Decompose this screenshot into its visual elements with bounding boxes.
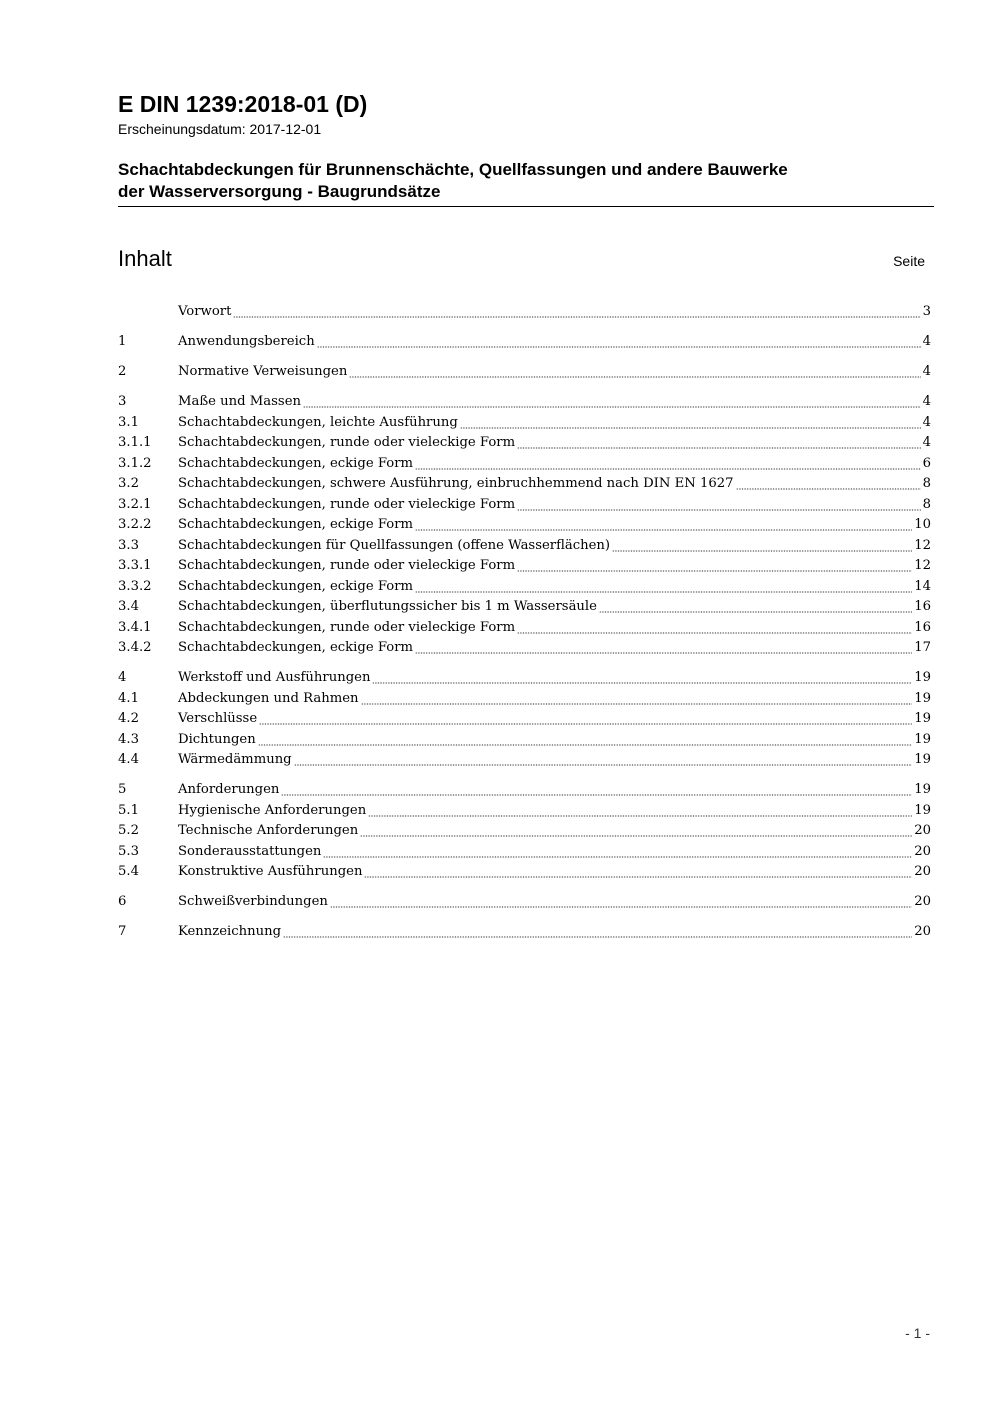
toc-entry-number: 3.2	[118, 476, 139, 491]
toc-entry-number: 5.3	[118, 843, 139, 859]
toc-entry-label: Schweißverbindungen	[178, 894, 328, 909]
toc-dot-leader	[517, 447, 921, 449]
toc-entry-page: 12	[914, 558, 931, 573]
toc-entry[interactable]	[118, 801, 931, 822]
toc-entry[interactable]	[118, 332, 931, 353]
toc-entry-page: 19	[914, 670, 931, 685]
toc-entry-page: 4	[922, 435, 931, 450]
toc-entry-label: Dichtungen	[178, 731, 256, 747]
toc-entry-page: 16	[914, 619, 931, 635]
toc-dot-leader	[517, 570, 912, 572]
toc-entry-label: Normative Verweisungen	[178, 364, 348, 379]
toc-dot-leader	[415, 591, 912, 593]
toc-entry-number: 3.3.2	[118, 578, 152, 594]
toc-entry[interactable]	[118, 515, 931, 536]
toc-entry[interactable]	[118, 433, 931, 454]
toc-entry-number: 3.1.2	[118, 455, 152, 471]
toc-entry[interactable]	[118, 730, 931, 751]
toc-entry[interactable]	[118, 597, 931, 618]
toc-entry-label: Vorwort	[178, 304, 232, 319]
toc-entry-label: Kennzeichnung	[178, 924, 282, 939]
toc-entry[interactable]	[118, 454, 931, 475]
toc-entry[interactable]	[118, 862, 931, 883]
toc-entry-page: 19	[914, 802, 931, 818]
toc-entry-number: 3	[118, 394, 127, 409]
toc-entry-number: 4.2	[118, 711, 139, 726]
toc-entry-page: 4	[922, 364, 931, 379]
toc-entry[interactable]	[118, 536, 931, 557]
toc-entry-page: 19	[914, 711, 931, 726]
toc-entry-page: 19	[914, 752, 931, 767]
toc-dot-leader	[612, 550, 912, 552]
document-title-line-2: der Wasserversorgung - Baugrundsätze	[118, 182, 441, 201]
toc-entry-label: Schachtabdeckungen, eckige Form	[178, 640, 414, 655]
toc-entry-page: 4	[922, 414, 931, 430]
toc-dot-leader	[517, 632, 912, 634]
toc-entry-page: 14	[914, 578, 931, 594]
toc-dot-leader	[317, 346, 921, 348]
toc-entry-label: Technische Anforderungen	[178, 823, 359, 838]
toc-entry-number: 3.4	[118, 599, 139, 614]
toc-entry-number: 3.2.2	[118, 517, 152, 532]
toc-dot-leader	[460, 427, 921, 429]
toc-entry-label: Schachtabdeckungen, eckige Form	[178, 578, 414, 594]
title-divider	[118, 206, 934, 207]
toc-dot-leader	[233, 316, 920, 318]
toc-dot-leader	[258, 744, 913, 746]
toc-entry-label: Schachtabdeckungen, eckige Form	[178, 455, 414, 471]
toc-entry-number: 7	[118, 924, 127, 939]
document-id: E DIN 1239:2018-01 (D)	[118, 91, 368, 117]
toc-dot-leader	[736, 488, 921, 490]
toc-dot-leader	[361, 703, 913, 705]
toc-entry-number: 2	[118, 364, 127, 379]
document-title	[118, 159, 918, 203]
toc-dot-leader	[303, 406, 921, 408]
toc-entry-page: 20	[914, 894, 931, 909]
toc-entry-label: Schachtabdeckungen, überflutungssicher bis 1 m Wassersäule	[178, 599, 597, 614]
toc-dot-leader	[368, 815, 912, 817]
toc-entry[interactable]	[118, 474, 931, 495]
toc-entry-page: 3	[922, 304, 931, 319]
toc-entry-label: Verschlüsse	[178, 711, 258, 726]
toc-entry-label: Werkstoff und Ausführungen	[178, 670, 371, 685]
toc-entry-page: 4	[922, 334, 931, 349]
toc-entry[interactable]	[118, 577, 931, 598]
toc-entry[interactable]	[118, 413, 931, 434]
toc-dot-leader	[599, 611, 912, 613]
toc-entry-label: Schachtabdeckungen, eckige Form	[178, 517, 414, 532]
toc-entry-label: Anforderungen	[178, 782, 280, 797]
toc-dot-leader	[330, 906, 912, 908]
toc-entry-number: 4	[118, 670, 127, 685]
toc-entry-page: 20	[914, 864, 931, 879]
toc-entry[interactable]	[118, 495, 931, 516]
toc-entry-label: Schachtabdeckungen, schwere Ausführung, einbruchhemmend nach DIN EN 1627	[178, 476, 734, 491]
toc-entry-number: 3.3.1	[118, 558, 152, 573]
toc-entry-label: Schachtabdeckungen, runde oder vieleckige Form	[178, 619, 516, 635]
toc-entry-label: Hygienische Anforderungen	[178, 802, 367, 818]
toc-entry[interactable]	[118, 302, 931, 323]
toc-entry-page: 10	[914, 517, 931, 532]
toc-entry-page: 20	[914, 823, 931, 838]
toc-entry[interactable]	[118, 362, 931, 383]
toc-dot-leader	[259, 723, 912, 725]
toc-entry[interactable]	[118, 821, 931, 842]
toc-page-column-heading: Seite	[893, 253, 925, 269]
toc-entry-number: 4.1	[118, 690, 139, 706]
toc-entry-number: 3.4.1	[118, 619, 152, 635]
toc-entry-page: 19	[914, 690, 931, 706]
toc-entry[interactable]	[118, 922, 931, 943]
toc-entry-number: 3.1.1	[118, 435, 152, 450]
toc-entry-label: Schachtabdeckungen, runde oder vieleckige Form	[178, 496, 516, 512]
toc-entry-label: Anwendungsbereich	[178, 334, 315, 349]
toc-entry-page: 19	[914, 731, 931, 747]
toc-entry-number: 5.1	[118, 802, 139, 818]
toc-entry-number: 5.4	[118, 864, 139, 879]
toc-dot-leader	[294, 764, 913, 766]
toc-dot-leader	[283, 936, 912, 938]
toc-dot-leader	[349, 376, 920, 378]
toc-entry[interactable]	[118, 709, 931, 730]
publication-date: Erscheinungsdatum: 2017-12-01	[118, 121, 322, 137]
toc-entry-page: 19	[914, 782, 931, 797]
toc-entry-label: Konstruktive Ausführungen	[178, 864, 363, 879]
toc-entry[interactable]	[118, 638, 931, 659]
toc-entry-number: 5	[118, 782, 127, 797]
toc-entry-number: 3.3	[118, 537, 139, 553]
toc-entry-label: Maße und Massen	[178, 394, 301, 409]
toc-entry-label: Schachtabdeckungen, runde oder vieleckige Form	[178, 558, 516, 573]
toc-entry-number: 3.2.1	[118, 496, 152, 512]
toc-entry[interactable]	[118, 892, 931, 913]
toc-dot-leader	[281, 794, 912, 796]
toc-entry[interactable]	[118, 780, 931, 801]
toc-entry-page: 6	[922, 455, 931, 471]
toc-entry-number: 3.4.2	[118, 640, 152, 655]
toc-entry[interactable]	[118, 842, 931, 863]
toc-dot-leader	[364, 876, 912, 878]
toc-entry-page: 16	[914, 599, 931, 614]
toc-entry-page: 20	[914, 924, 931, 939]
toc-entry-number: 4.3	[118, 731, 139, 747]
toc-entry[interactable]	[118, 392, 931, 413]
toc-entry-page: 20	[914, 843, 931, 859]
toc-entry-label: Abdeckungen und Rahmen	[178, 690, 359, 706]
toc-entry[interactable]	[118, 689, 931, 710]
toc-heading: Inhalt	[118, 246, 172, 271]
table-of-contents	[118, 302, 931, 943]
toc-entry-page: 12	[914, 537, 931, 553]
toc-entry[interactable]	[118, 750, 931, 771]
toc-entry-page: 17	[914, 640, 931, 655]
toc-entry-label: Schachtabdeckungen, leichte Ausführung	[178, 414, 458, 430]
toc-entry-page: 8	[922, 496, 931, 512]
toc-entry-label: Schachtabdeckungen, runde oder vieleckige Form	[178, 435, 516, 450]
toc-entry-page: 4	[922, 394, 931, 409]
toc-entry-label: Wärmedämmung	[178, 752, 292, 767]
toc-dot-leader	[323, 856, 912, 858]
toc-dot-leader	[415, 468, 921, 470]
toc-dot-leader	[360, 835, 912, 837]
document-title-line-1: Schachtabdeckungen für Brunnenschächte, Quellfassungen und andere Bauwerke	[118, 160, 788, 179]
toc-dot-leader	[372, 682, 912, 684]
toc-entry[interactable]	[118, 668, 931, 689]
toc-entry-number: 3.1	[118, 414, 139, 430]
toc-entry-page: 8	[922, 476, 931, 491]
toc-dot-leader	[415, 529, 912, 531]
toc-entry[interactable]	[118, 556, 931, 577]
page-number: - 1 -	[905, 1325, 930, 1341]
toc-entry-label: Sonderausstattungen	[178, 843, 322, 859]
toc-entry-number: 4.4	[118, 752, 139, 767]
toc-entry-number: 6	[118, 894, 127, 909]
toc-entry-number: 1	[118, 334, 127, 349]
toc-entry-number: 5.2	[118, 823, 139, 838]
toc-entry[interactable]	[118, 618, 931, 639]
toc-entry-label: Schachtabdeckungen für Quellfassungen (offene Wasserflächen)	[178, 537, 611, 553]
toc-dot-leader	[517, 509, 921, 511]
toc-dot-leader	[415, 652, 912, 654]
